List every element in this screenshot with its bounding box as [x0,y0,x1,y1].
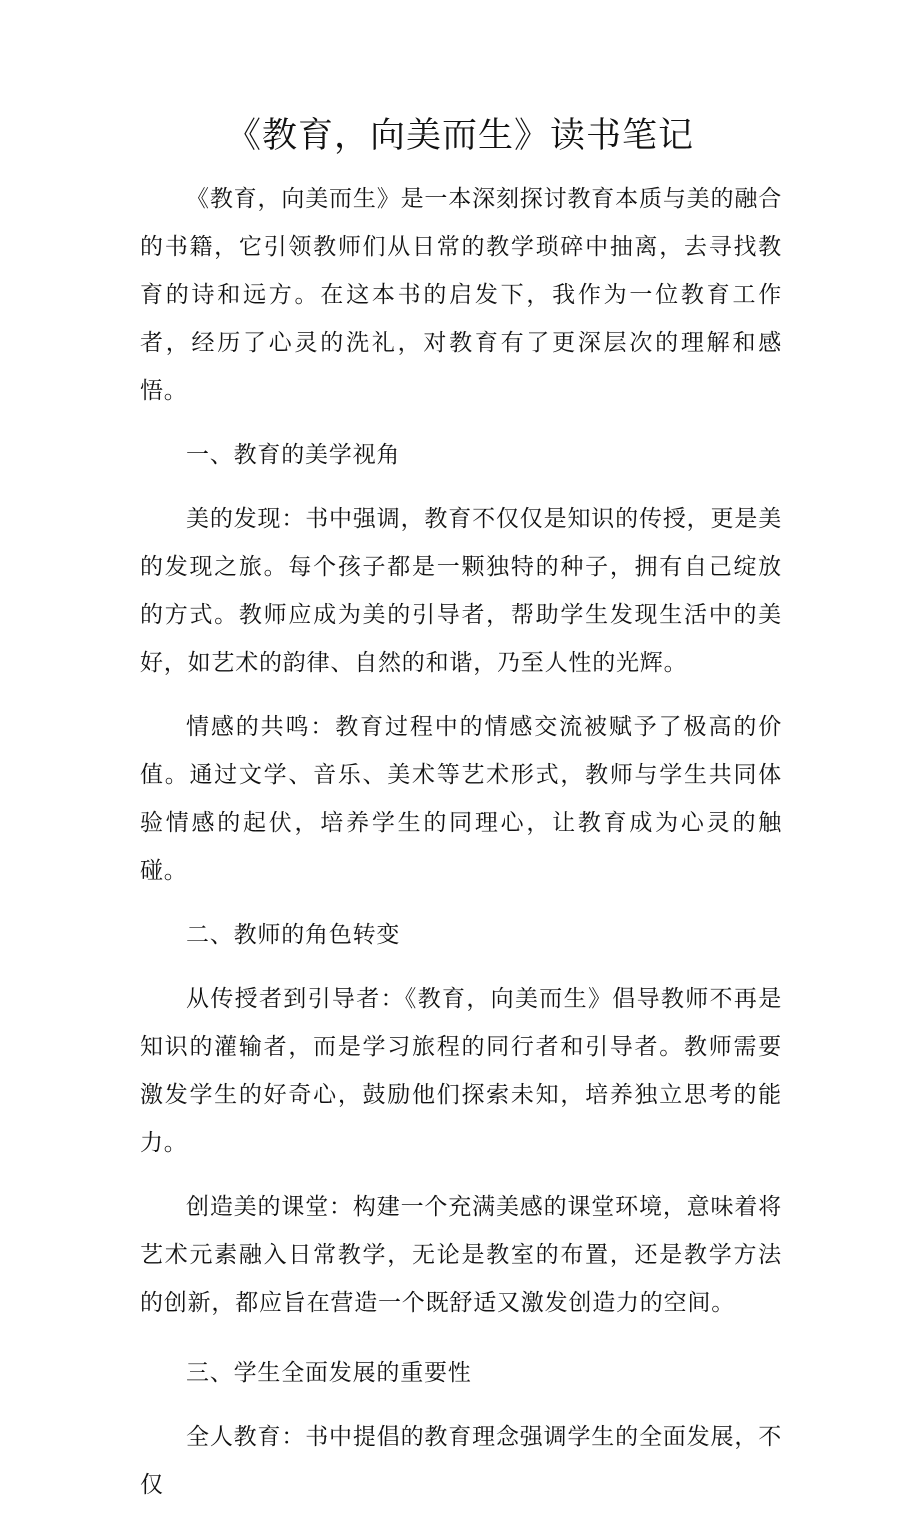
document-title: 《教育，向美而生》读书笔记 [225,116,694,156]
document-body [140,175,782,1525]
section-heading-2: 二、教师的角色转变 [186,922,401,948]
intro-paragraph: 《教育，向美而生》是一本深刻探讨教育本质与美的融合的书籍，它引领教师们从日常的教学琐碎中抽离，去寻找教育的诗和远方。在这本书的启发下，我作为一位教育工作者，经历了心灵的洗礼，对教育有了更深层次的理解和感悟。 [140,186,782,404]
paragraph-beauty-discovery: 美的发现：书中强调，教育不仅仅是知识的传授，更是美的发现之旅。每个孩子都是一颗独特的种子，拥有自己绽放的方式。教师应成为美的引导者，帮助学生发现生活中的美好，如艺术的韵律、自然的和谐，乃至人性的光辉。 [140,506,782,676]
paragraph-whole-person-education: 全人教育：书中提倡的教育理念强调学生的全面发展，不仅 [140,1424,782,1498]
section-heading-3: 三、学生全面发展的重要性 [186,1360,472,1386]
paragraph-guide-role: 从传授者到引导者：《教育，向美而生》倡导教师不再是知识的灌输者，而是学习旅程的同行者和引导者。教师需要激发学生的好奇心，鼓励他们探索未知，培养独立思考的能力。 [140,986,782,1156]
section-heading-1: 一、教育的美学视角 [186,442,401,468]
paragraph-beautiful-classroom: 创造美的课堂：构建一个充满美感的课堂环境，意味着将艺术元素融入日常教学，无论是教室的布置，还是教学方法的创新，都应旨在营造一个既舒适又激发创造力的空间。 [140,1194,782,1316]
paragraph-emotional-resonance: 情感的共鸣：教育过程中的情感交流被赋予了极高的价值。通过文学、音乐、美术等艺术形式，教师与学生共同体验情感的起伏，培养学生的同理心，让教育成为心灵的触碰。 [140,714,782,884]
